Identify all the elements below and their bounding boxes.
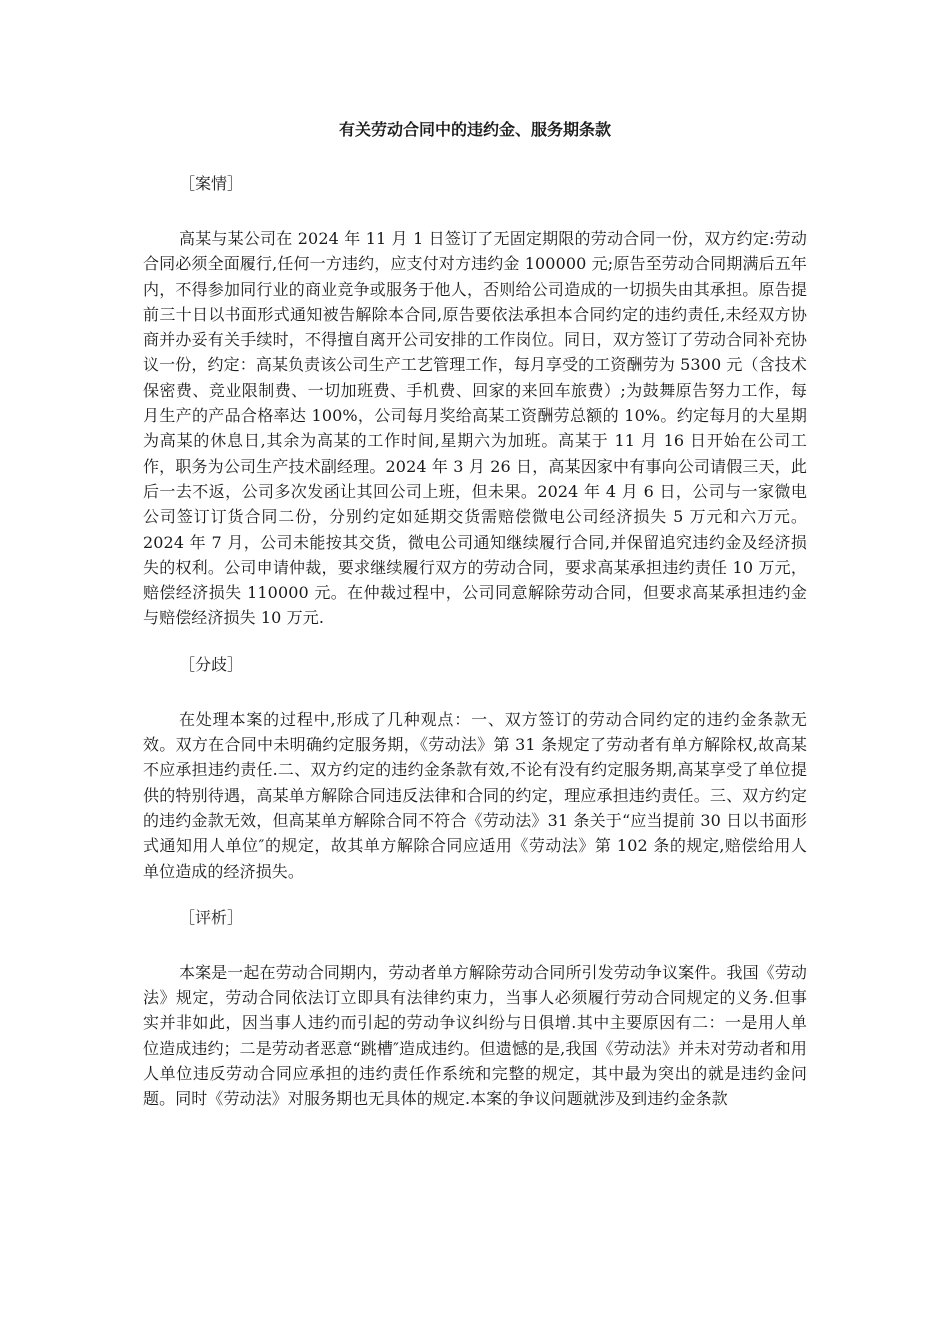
document-page (143, 118, 807, 1134)
section-body-dispute: 在处理本案的过程中,形成了几种观点：一、双方签订的劳动合同约定的违约金条款无效。双方在合同中未明确约定服务期，《劳动法》第 31 条规定了劳动者有单方解除权,故高某不应承担违约责任.二、双方约定的违约金条款有效,不论有没有约定服务期,高某享受了单位提供的特别待遇，高某单方解除合同违反法律和合同的约定，理应承担违约责任。三、双方约定的违约金款无效，但高某单方解除合同不符合《劳动法》31 条关于“应当提前 30 日以书面形式通知用人单位″的规定，故其单方解除合同应适用《劳动法》第 102 条的规定,赔偿给用人单位造成的经济损失。 (143, 709, 807, 881)
section-body-analysis: 本案是一起在劳动合同期内，劳动者单方解除劳动合同所引发劳动争议案件。我国《劳动法》规定，劳动合同依法订立即具有法律约束力，当事人必须履行劳动合同规定的义务.但事实并非如此，因当事人违约而引起的劳动争议纠纷与日俱增.其中主要原因有二：一是用人单位造成违约；二是劳动者恶意“跳槽″造成违约。但遗憾的是,我国《劳动法》并未对劳动者和用人单位违反劳动合同应承担的违约责任作系统和完整的规定，其中最为突出的就是违约金问题。同时《劳动法》对服务期也无具体的规定.本案的争议问题就涉及到违约金条款 (143, 962, 807, 1109)
section-body-case: 高某与某公司在 2024 年 11 月 1 日签订了无固定期限的劳动合同一份，双方约定:劳动合同必须全面履行,任何一方违约，应支付对方违约金 100000 元;原告至劳动合同期满后五年内，不得参加同行业的商业竞争或服务于他人，否则给公司造成的一切损失由其承担。原告提前三十日以书面形式通知被告解除本合同,原告要依法承担本合同约定的违约责任,未经双方协商并办妥有关手续时，不得擅自离开公司安排的工作岗位。同日，双方签订了劳动合同补充协议一份，约定：高某负责该公司生产工艺管理工作，每月享受的工资酬劳为 5300 元（含技术保密费、竞业限制费、一切加班费、手机费、回家的来回车旅费）;为鼓舞原告努力工作，每月生产的产品合格率达 100%，公司每月奖给高某工资酬劳总额的 10%。约定每月的大星期为高某的休息日,其余为高某的工作时间,星期六为加班。高某于 11 月 16 日开始在公司工作，职务为公司生产技术副经理。2024 年 3 月 26 日，高某因家中有事向公司请假三天，此后一去不返，公司多次发函让其回公司上班，但未果。2024 年 4 月 6 日，公司与一家微电公司签订订货合同二份，分别约定如延期交货需赔偿微电公司经济损失 5 万元和六万元。2024 年 7 月，公司未能按其交货，微电公司通知继续履行合同,并保留追究违约金及经济损失的权利。公司申请仲裁，要求继续履行双方的劳动合同，要求高某承担违约责任 10 万元，赔偿经济损失 110000 元。在仲裁过程中，公司同意解除劳动合同，但要求高某承担违约金与赔偿经济损失 10 万元. (143, 229, 807, 628)
section-heading-dispute: ［分歧］ (179, 654, 244, 674)
section-heading-case: ［案情］ (179, 174, 244, 193)
document-title: 有关劳动合同中的违约金、服务期条款 (338, 120, 611, 139)
section-heading-analysis: ［评析］ (179, 907, 244, 927)
